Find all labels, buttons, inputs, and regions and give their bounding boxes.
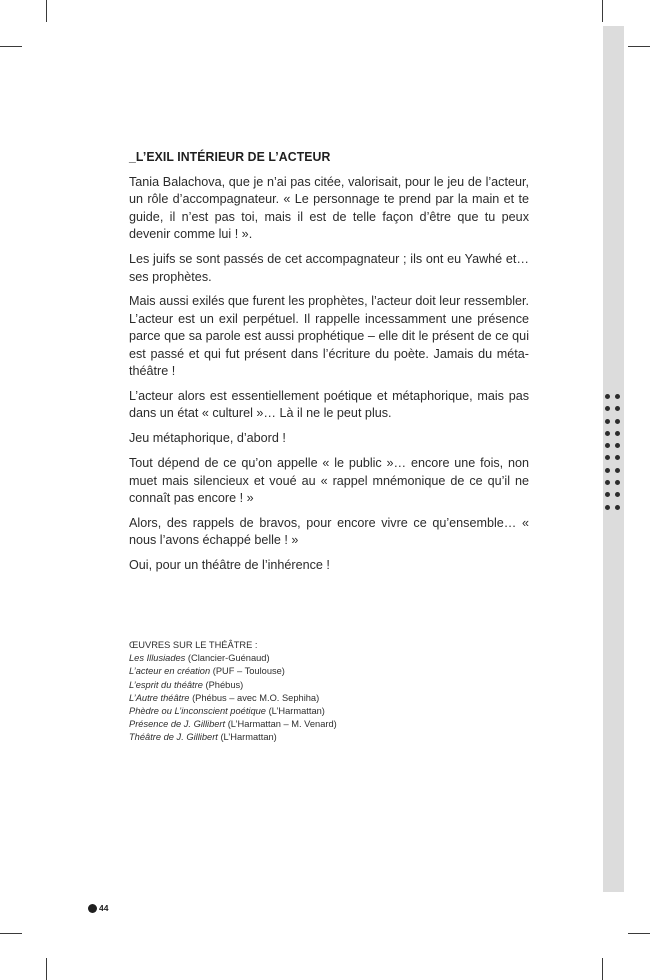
paragraph: Les juifs se sont passés de cet accompagnateur ; ils ont eu Yawhé et… ses prophètes. (129, 252, 529, 284)
dot-pattern (605, 394, 627, 517)
paragraph: Jeu métaphorique, d’abord ! (129, 431, 286, 446)
crop-mark (0, 46, 22, 47)
paragraph: Tania Balachova, que je n’ai pas citée, valorisait, pour le jeu de l’acteur, un rôle d’accompagnateur. « Le personnage te prend par la main et te guide, il n’est pas toi, mais il est de telle façon d’être que tu peux devenir comme lui ! ». (129, 175, 529, 242)
bibliography-item: Théâtre de J. Gillibert (L’Harmattan) (129, 732, 277, 743)
crop-mark (602, 958, 603, 980)
crop-mark (628, 933, 650, 934)
bibliography-item: Présence de J. Gillibert (L’Harmattan – M. Venard) (129, 719, 337, 730)
bibliography-title: ŒUVRES SUR LE THÉÂTRE : (129, 640, 258, 650)
paragraph: Alors, des rappels de bravos, pour encore vivre ce qu’ensemble… « nous l’avons échappé belle ! » (129, 515, 529, 548)
crop-mark (602, 0, 603, 22)
bibliography-item: Phèdre ou L’inconscient poétique (L’Harmattan) (129, 706, 325, 717)
page-number (88, 903, 108, 913)
bullet-icon (88, 904, 97, 913)
bibliography-item: L’Autre théâtre (Phébus – avec M.O. Sephiha) (129, 692, 320, 703)
crop-mark (46, 958, 47, 980)
page-number-text: 44 (99, 903, 109, 913)
crop-mark (46, 0, 47, 22)
bibliography-item: L’esprit du théâtre (Phébus) (129, 679, 244, 690)
crop-mark (628, 46, 650, 47)
bibliography-item: L’acteur en création (PUF – Toulouse) (129, 666, 285, 677)
section-heading: _L’EXIL INTÉRIEUR DE L’ACTEUR (129, 149, 331, 164)
paragraph: Mais aussi exilés que furent les prophètes, l’acteur doit leur ressembler. L’acteur est un exil perpétuel. Il rappelle incessamment une présence parce que sa parole est aussi prophétique – elle dit le présent de ce qui est passé et qui fut présent dans l’écriture du poète. Jamais du méta-théâtre ! (129, 294, 529, 379)
paragraph: Tout dépend de ce qu’on appelle « le public »… encore une fois, non muet mais silencieux et voué au « rappel mnémonique de ce qu’il ne connaît pas encore ! » (129, 456, 529, 505)
bibliography-item: Les Illusiades (Clancier-Guénaud) (129, 653, 270, 664)
paragraph: L’acteur alors est essentiellement poétique et métaphorique, mais pas dans un état « culturel »… Là il ne le peut plus. (129, 388, 529, 421)
paragraph: Oui, pour un théâtre de l’inhérence ! (129, 558, 330, 573)
bibliography (129, 639, 549, 745)
article-body (129, 149, 529, 582)
crop-mark (0, 933, 22, 934)
